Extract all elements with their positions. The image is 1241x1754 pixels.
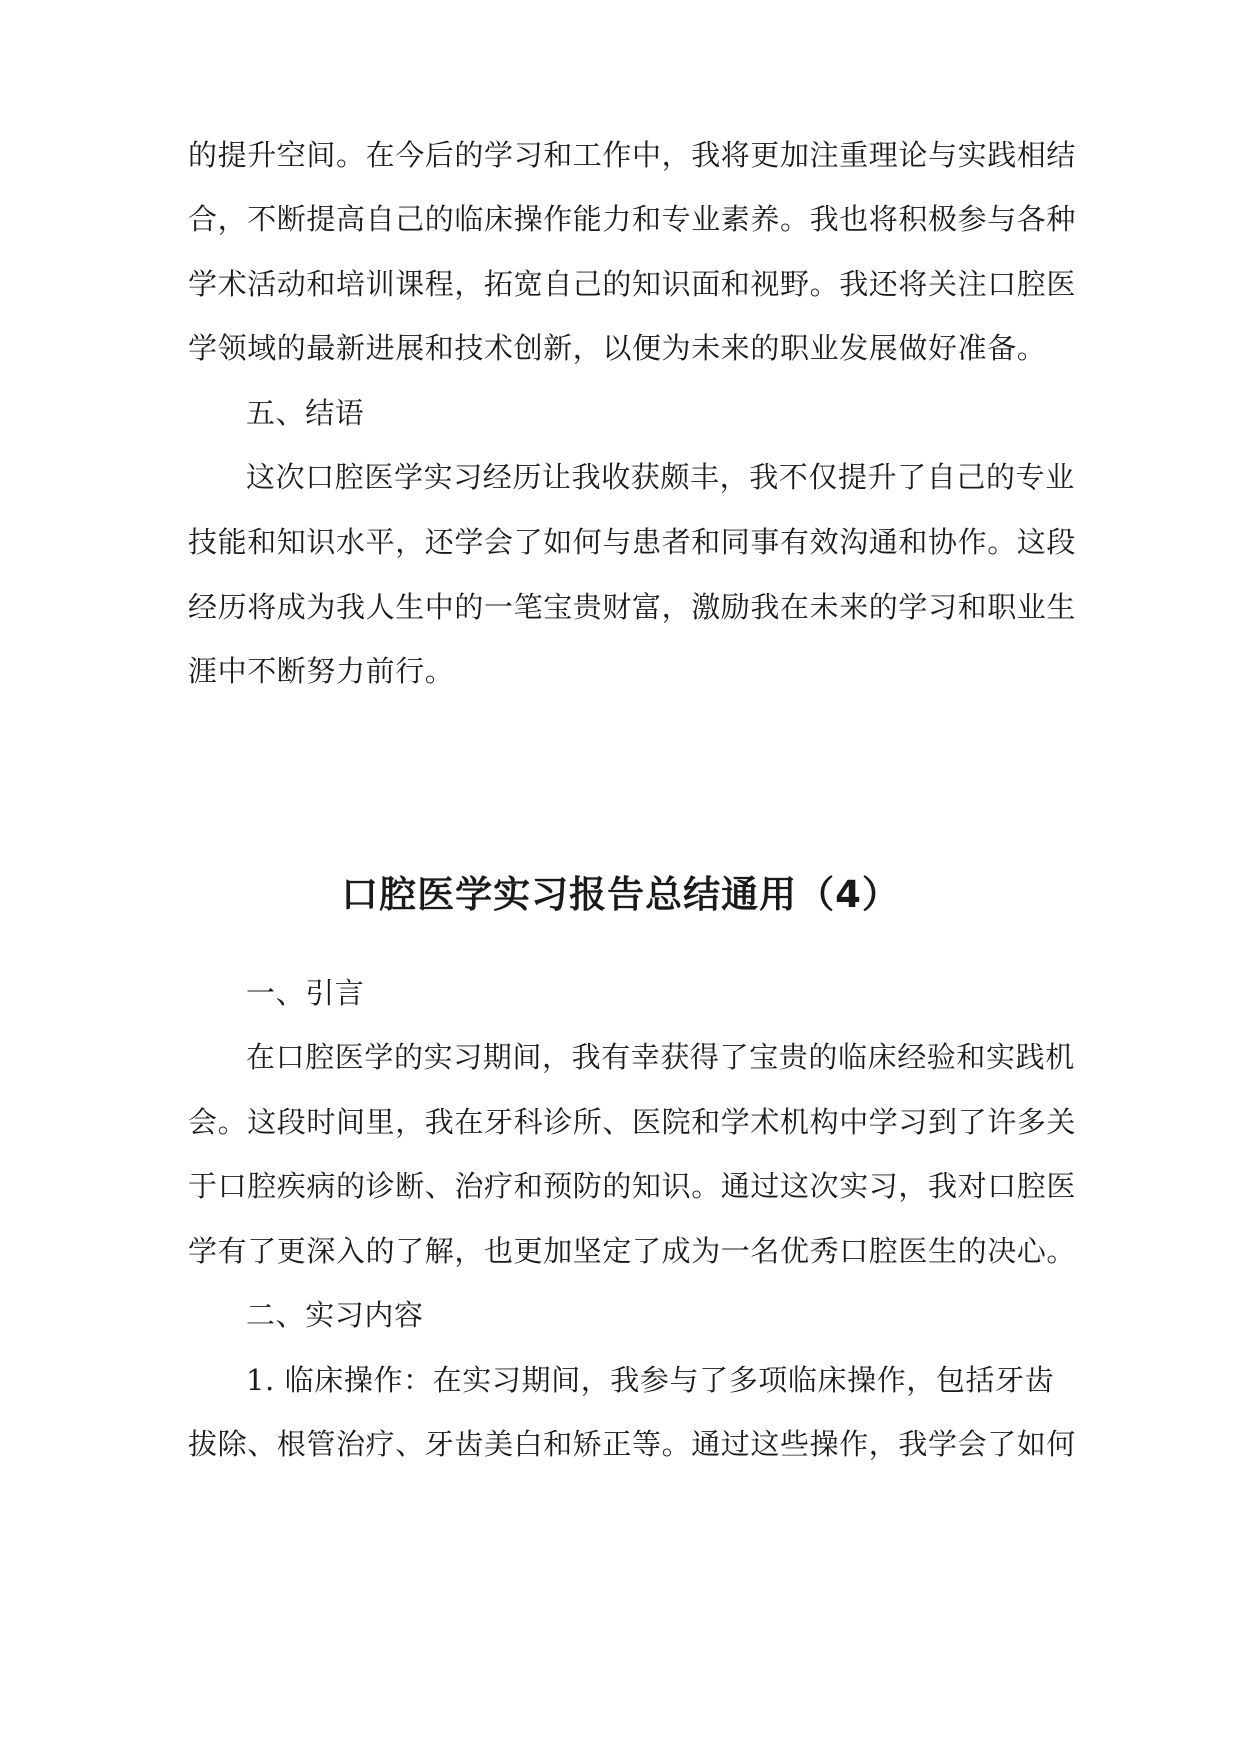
paragraph-line: 在口腔医学的实习期间，我有幸获得了宝贵的临床经验和实践机 [246, 1040, 1075, 1074]
section-heading-intro: 一、引言 [246, 976, 365, 1010]
paragraph-line: 于口腔疾病的诊断、治疗和预防的知识。通过这次实习，我对口腔医 [188, 1169, 1077, 1203]
paragraph-line: 经历将成为我人生中的一笔宝贵财富，激励我在未来的学习和职业生 [188, 590, 1077, 624]
paragraph-line: 涯中不断努力前行。 [188, 654, 455, 688]
paragraph-line: 学领域的最新进展和技术创新，以便为未来的职业发展做好准备。 [188, 331, 1047, 365]
paragraph-line: 这次口腔医学实习经历让我收获颇丰，我不仅提升了自己的专业 [246, 460, 1075, 494]
section-heading-content: 二、实习内容 [246, 1298, 424, 1332]
paragraph-line: 学有了更深入的了解，也更加坚定了成为一名优秀口腔医生的决心。 [188, 1234, 1077, 1268]
section-heading-conclusion: 五、结语 [246, 396, 365, 430]
paragraph-line: 技能和知识水平，还学会了如何与患者和同事有效沟通和协作。这段 [188, 525, 1077, 559]
paragraph-line: 学术活动和培训课程，拓宽自己的知识面和视野。我还将关注口腔医 [188, 267, 1077, 301]
paragraph-line: 1. 临床操作：在实习期间，我参与了多项临床操作，包括牙齿 [246, 1363, 1055, 1397]
paragraph-line: 拔除、根管治疗、牙齿美白和矫正等。通过这些操作，我学会了如何 [188, 1427, 1077, 1461]
document-title: 口腔医学实习报告总结通用（4） [341, 873, 900, 916]
paragraph-line: 会。这段时间里，我在牙科诊所、医院和学术机构中学习到了许多关 [188, 1105, 1077, 1139]
paragraph-line: 的提升空间。在今后的学习和工作中，我将更加注重理论与实践相结 [188, 138, 1077, 172]
paragraph-line: 合，不断提高自己的临床操作能力和专业素养。我也将积极参与各种 [188, 202, 1077, 236]
